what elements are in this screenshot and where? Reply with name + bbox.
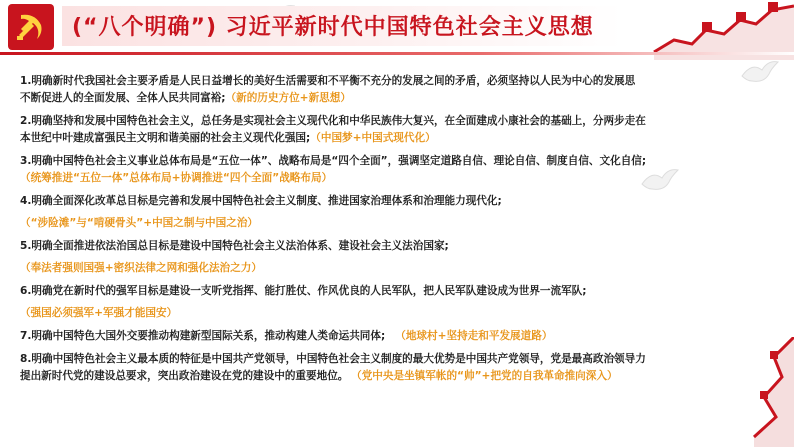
- item-text-cont: [20, 368, 790, 385]
- item-text: 6.明确党在新时代的强军目标是建设一支听党指挥、能打胜仗、作风优良的人民军队，把人民军队建设成为世界一流军队;: [20, 285, 587, 297]
- item-text: 本世纪中叶建成富强民主文明和谐美丽的社会主义现代化强国;: [20, 132, 311, 144]
- list-item: [20, 238, 790, 277]
- list-item: [20, 328, 790, 345]
- party-emblem-icon: [13, 9, 49, 45]
- slide-header: [0, 0, 794, 58]
- page-title: (“八个明确”) 习近平新时代中国特色社会主义思想: [72, 15, 594, 40]
- list-item: [20, 153, 790, 187]
- item-tag: （强国必须强军+军强才能国安）: [20, 307, 178, 319]
- item-text: 2.明确坚持和发展中国特色社会主义，总任务是实现社会主义现代化和中华民族伟大复兴，在全面建成小康社会的基础上，分两步走在: [20, 115, 646, 127]
- list-item: [20, 351, 790, 385]
- item-text-cont: [20, 90, 790, 107]
- item-tag: （中国梦+中国式现代化）: [310, 132, 436, 144]
- item-text: 不断促进人的全面发展、全体人民共同富裕;: [20, 92, 226, 104]
- party-badge: [8, 4, 54, 50]
- item-text-cont: [20, 328, 790, 345]
- item-text: 3.明确中国特色社会主义事业总体布局是“五位一体”、战略布局是“四个全面”，强调坚定道路自信、理论自信、制度自信、文化自信;: [20, 155, 647, 167]
- item-tag: （党中央是坐镇军帐的“帅”+把党的自我革命推向深入）: [356, 370, 618, 382]
- item-tag: （“涉险滩”与“啃硬骨头”+中国之制与中国之治）: [20, 217, 259, 229]
- item-text-cont: [20, 130, 790, 147]
- item-tag: （统筹推进“五位一体”总体布局+协调推进“四个全面”战略布局）: [20, 172, 333, 184]
- list-item: [20, 113, 790, 147]
- item-tag: （新的历史方位+新思想）: [225, 92, 351, 104]
- item-tag: （地球村+坚持走和平发展道路）: [395, 330, 553, 342]
- header-divider: [0, 52, 794, 55]
- item-text: 5.明确全面推进依法治国总目标是建设中国特色社会主义法治体系、建设社会主义法治国家;: [20, 240, 449, 252]
- item-tag: （奉法者强则国强+密织法律之网和强化法治之力）: [20, 262, 262, 274]
- list-item: [20, 73, 790, 107]
- list-item: [20, 193, 790, 232]
- content-list: [20, 73, 790, 385]
- list-item: [20, 283, 790, 322]
- item-text: 7.明确中国特色大国外交要推动构建新型国际关系，推动构建人类命运共同体;: [20, 330, 386, 342]
- item-text: 1.明确新时代我国社会主要矛盾是人民日益增长的美好生活需要和不平衡不充分的发展之间的矛盾，必须坚持以人民为中心的发展思: [20, 75, 636, 87]
- item-text: 8.明确中国特色社会主义最本质的特征是中国共产党领导，中国特色社会主义制度的最大优势是中国共产党领导，党是最高政治领导力: [20, 353, 646, 365]
- item-text: 4.明确全面深化改革总目标是完善和发展中国特色社会主义制度、推进国家治理体系和治理能力现代化;: [20, 195, 502, 207]
- item-text: 提出新时代党的建设总要求，突出政治建设在党的建设中的重要地位。: [20, 370, 349, 382]
